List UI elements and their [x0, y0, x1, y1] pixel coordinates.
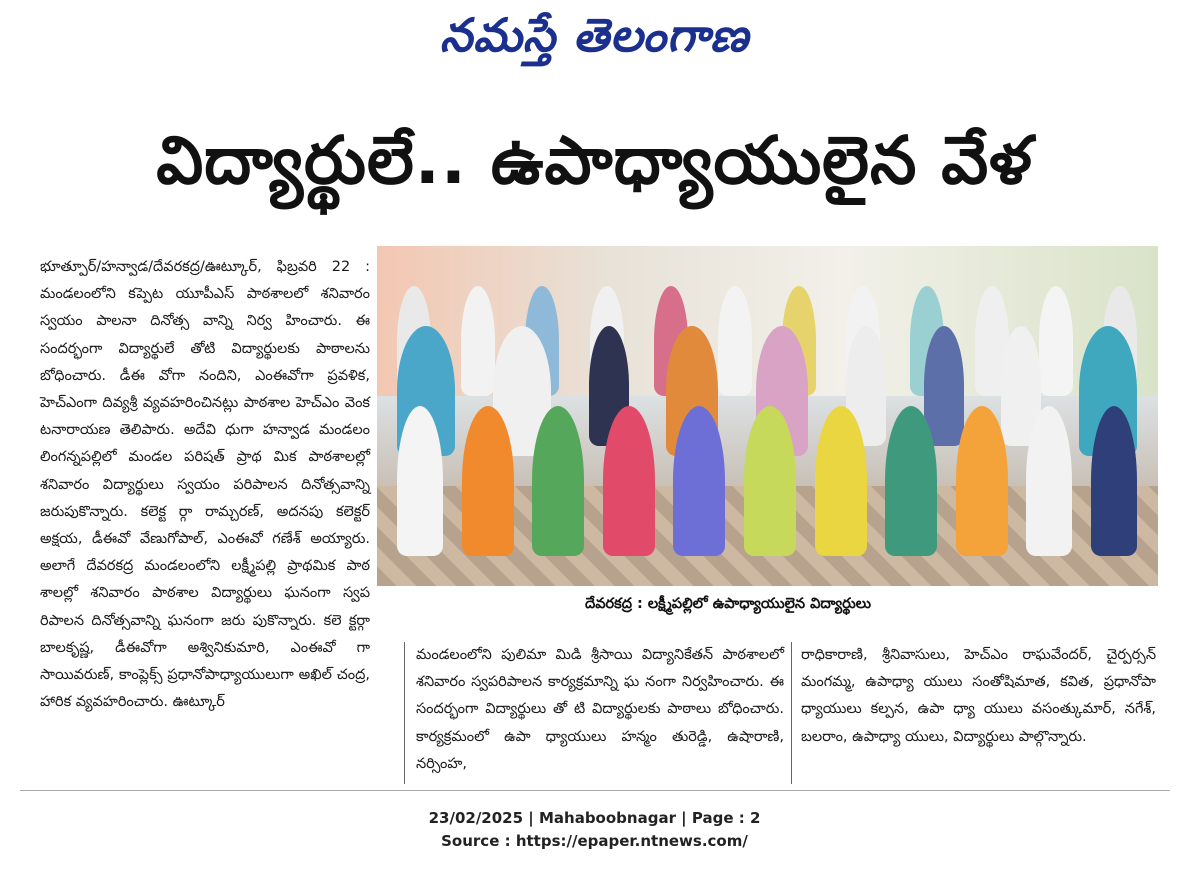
column-divider [404, 642, 405, 784]
article-column-3: రాధికారాణి, శ్రీనివాసులు, హెచ్ఎం రాఘవేందర్, చైర్పర్సన్ మంగమ్మ, ఉపాధ్యా యులు సంతోషిమాత, కవిత, ప్రధానోపా ధ్యాయులు కల్పన, ఉపా ధ్యా యులు వసంత్కుమార్, నగేశ్, బలరాం, ఉపాధ్యా యులు, విద్యార్థులు పాల్గొన్నారు. [801, 647, 1156, 745]
newspaper-masthead: నమస్తే తెలంగాణ [439, 8, 750, 62]
article-headline: విద్యార్థులే.. ఉపాధ్యాయులైన వేళ [156, 122, 1033, 199]
photo-caption: దేవరకద్ర : లక్ష్మీపల్లిలో ఉపాధ్యాయులైన విద్యార్థులు [585, 596, 872, 612]
photo-front-row [397, 406, 1137, 556]
article-photo [377, 246, 1158, 586]
footer-source-link[interactable]: Source : https://epaper.ntnews.com/ [441, 832, 748, 850]
column-divider [791, 642, 792, 784]
article-column-1: భూత్పూర్/హన్వాడ/దేవరకద్ర/ఊట్కూర్, ఫిబ్రవరి 22 : మండలంలోని కప్పెట యూపీఎస్ పాఠశాలలో శనివారం స్వయం పాలనా దినోత్స వాన్ని నిర్వ హించారు. ఈ సందర్భంగా విద్యార్థులే తోటి విద్యార్థులకు పాఠాలను బోధించారు. డీఈ వోగా నందిని, ఎంఈవోగా ప్రవళిక, హెచ్ఎంగా దివ్యశ్రీ వ్యవహరించినట్లు పాఠశాల హెచ్ఎం వెంక టనారాయణ తెలిపారు. అదేవి ధుగా హన్వాడ మండలం లింగన్నపల్లిలో మండల పరిషత్ ప్రాథ మిక పాఠశాలల్లో శనివారం విద్యార్థులు స్వయం పరిపాలన దినోత్సవాన్ని జరుపుకొన్నారు. కలెక్ట ర్గా రామ్చరణ్, అదనపు కలెక్టర్ అక్షయ, డీఈవో వేణుగోపాల్, ఎంఈవో గణేశ్ అయ్యారు. అలాగే దేవరకద్ర మండలంలోని లక్ష్మీపల్లి ప్రాథమిక పాఠ శాలల్లో శనివారం పాఠశాల విద్యార్థులు ఘనంగా స్వప రిపాలన దినోత్సవాన్ని ఘనంగా జరు పుకొన్నారు. కలె క్టర్గా బాలకృష్ణ, డీఈవోగా అశ్వినికుమారి, ఎంఈవో గా సాయివరుణ్, కాంప్లెక్స్ ప్రధానోపాధ్యాయులుగా అఖిల్ చంద్ర, హారిక వ్యవహరించారు. ఊట్కూర్ [40, 259, 370, 711]
article-column-2: మండలంలోని పులిమా మిడి శ్రీసాయి విద్యానికేతన్ పాఠశాలలో శనివారం స్వపరిపాలన కార్యక్రమాన్ని ఘ నంగా నిర్వహించారు. ఈ సందర్భంగా విద్యార్థులు తో టి విద్యార్థులకు పాఠాలు బోధించారు. కార్యక్రమంలో ఉపా ధ్యాయులు హన్మం తురెడ్డి, ఉషారాణి, నర్సింహ, [416, 647, 784, 772]
footer-edition-info: 23/02/2025 | Mahaboobnagar | Page : 2 [428, 809, 761, 827]
page-bottom-rule [20, 790, 1170, 791]
